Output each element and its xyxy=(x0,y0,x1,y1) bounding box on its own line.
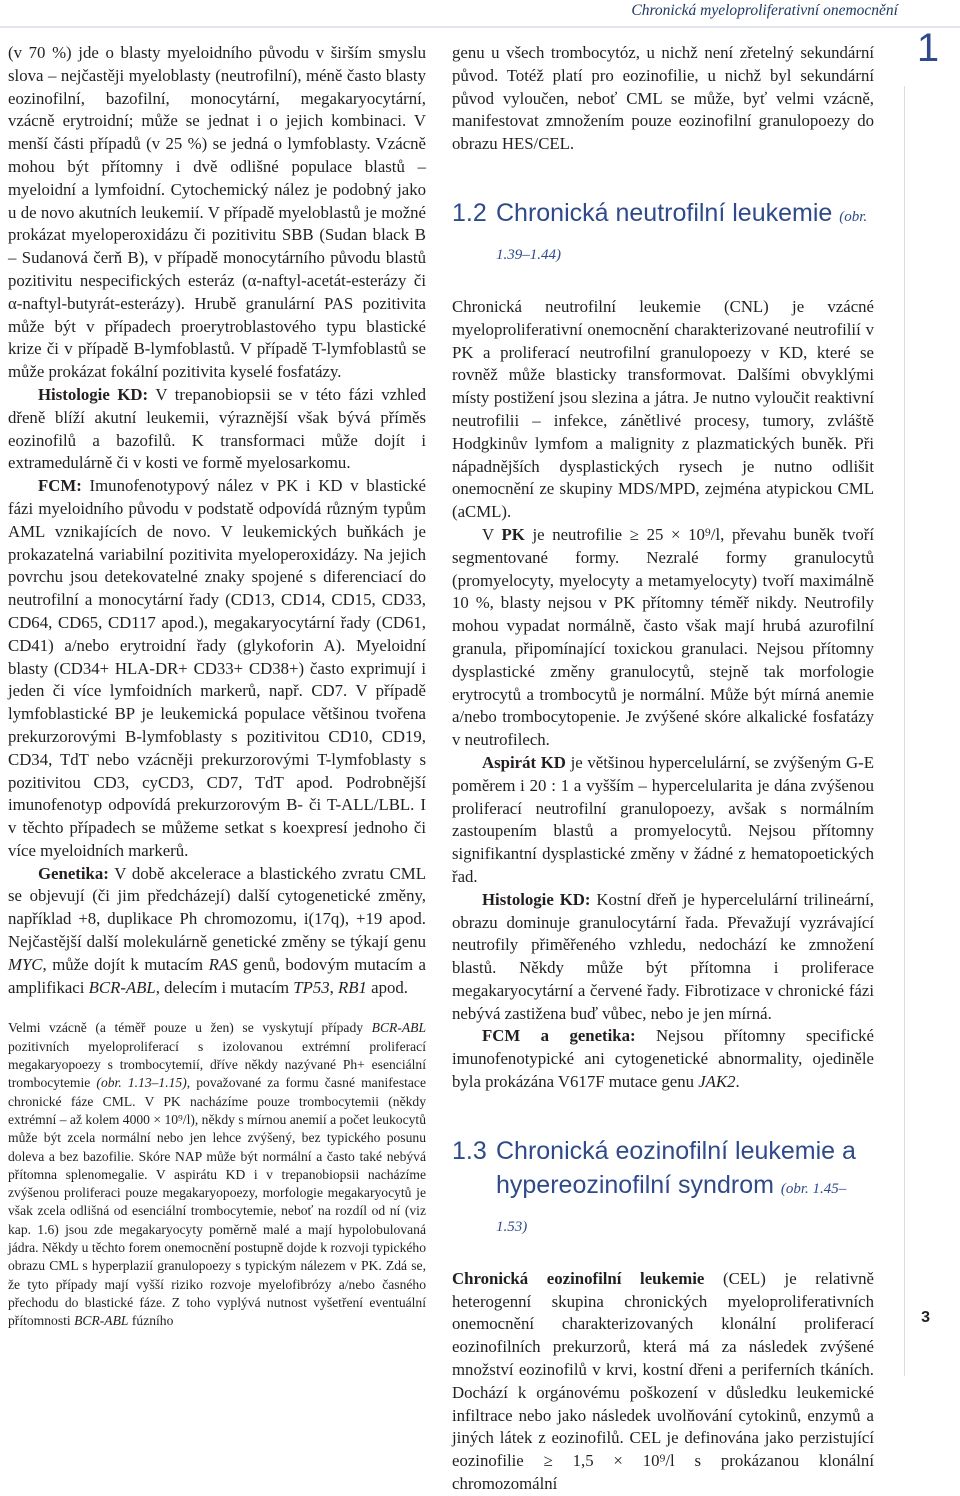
histologie-label: Histologie KD: xyxy=(38,384,149,404)
left-column xyxy=(8,42,426,1331)
paragraph-histologie-cnl: Histologie KD: Kostní dřeň je hypercelulární trilineární, obrazu dominuje granulocytární řada. Převažují vyzrávající neutrofily přiměřeného vzhledu, nedochází ke zmnožení blastů. Někdy může být přítomna i proliferace megakaryocytární a červené řady. Fibrotizace v chronické fázi nebývá zastižena buď vůbec, nebo je jen mírná. xyxy=(452,889,874,1023)
side-rule xyxy=(904,86,905,1376)
section-heading-1-2: 1.2 Chronická neutrofilní leukemie (obr. 1.39–1.44) xyxy=(452,198,868,263)
paragraph-fcm: FCM: Imunofenotypový nález v PK i KD v blastické fázi myeloidního původu v podstatě odpovídá různým typům AML vznikajících de novo. V leukemických buňkách je prokazatelná variabilní pozitivita myeloperoxidázy. Na jejich povrchu jsou detekovatelné znaky spojené s diferenciací do neutrofilní a monocytární řady (CD13, CD14, CD15, CD33, CD64, CD65, CD117 apod.), megakaryocytární řady (CD61, CD41) a/nebo erytroidní řady (glykoforin A). Myeloidní blasty (CD34+ HLA-DR+ CD33+ CD38+) často exprimují i jeden či více lymfoidních markerů, např. CD7. V případě lymfoblastické BP je leukemická populace většinou tvořena prekurzorovými B-lymfoblasty s pozitivitou CD10, CD19, CD34, TdT nebo vzácněji prekurzorovými T-lymfoblasty s pozitivitou CD3, cyCD3, CD7, TdT apod. Podrobnější imunofenotyp odpovídá prekurzorovým B- či T-ALL/LBL. I v těchto případech se můžeme setkat s koexpresí jednoho či více myeloidních markerů. xyxy=(8,476,426,860)
running-title: Chronická myeloproliferativní onemocnění xyxy=(631,2,898,19)
header-rule xyxy=(0,26,960,28)
paragraph-genetika: Genetika: V době akcelerace a blastického zvratu CML se objevují (či jim předcházejí) další cytogenetické změny, například +8, duplikace Ph chromozomu, i(17q), +19 apod. Nejčastější další molekulárně genetické změny se týkají genu MYC, může dojít k mutacím RAS genů, bodovým mutacím a amplifikaci BCR-ABL, delecím i mutacím TP53, RB1 apod. xyxy=(8,863,426,997)
paragraph-blastic-cytology: (v 70 %) jde o blasty myeloidního původu v širším smyslu slova – nejčastěji myeloblasty (neutrofilní), méně často blasty eozinofilní, bazofilní, monocytární, megakaryocytární, vzácně erytroidní; může se jednat i o jejich kombinaci. V menší části případů (v 25 %) se jedná o lymfoblasty. Vzácně mohou být přítomny i dvě odlišné populace blastů – myeloidní a lymfoidní. Cytochemický nález je podobný jako u de novo akutních leukemií. V případě myeloblastů je možné prokázat myeloperoxidázu či pozitivitu SBB (Sudan black B – Sudanová čerň B), v případě monocytárního původu blastů pozitivitu nespecifických esteráz (α-naftyl-acetát-esterázy či α-naftyl-butyrát-esterázy). Hrubě granulární PAS pozitivita může být v případech proerytroblastového typu blastické krize či v případě B-lymfoblastů. V případě T-lymfoblastů se může prokázat fokální pozitivita kyselé fosfatázy. xyxy=(8,43,426,382)
paragraph-aspirat: Aspirát KD je většinou hypercelulární, se zvýšeným G-E poměrem i 20 : 1 a vyšším – hypercelularita je dána zvýšenou proliferací neutrofilní granulopoezy, avšak s normálním zastoupením blastů a promyelocytů. Nejsou přítomny signifikantní dysplastické změny v žádné z hematopoetických řad. xyxy=(452,752,874,886)
section-heading-1-3: 1.3 Chronická eozinofilní leukemie a hypereozinofilní syndrom (obr. 1.45–1.53) xyxy=(452,1136,856,1235)
paragraph-continuation: genu u všech trombocytóz, u nichž není zřetelný sekundární původ. Totéž platí pro eozinofilie, u nichž byl sekundární původ vyloučen, neboť CML se může, byť velmi vzácně, manifestovat zmnožením pouze eozinofilní granulopoezy do obrazu HES/CEL. xyxy=(452,43,874,154)
fcm-label: FCM: xyxy=(38,476,82,496)
paragraph-cnl-intro: Chronická neutrofilní leukemie (CNL) je vzácné myeloproliferativní onemocnění charakterizované neutrofilií v PK a proliferací neutrofilní granulopoezy v KD, které se rovněž může blasticky transformovat. Dalšími obvyklými místy postižení jsou slezina a játra. Je nutno vyloučit reaktivní neutrofilii – infekce, zánětlivé procesy, tumory, zvláště Hodgkinův lymfom a malignity z plazmatických buněk. Při nápadnějších dysplastických rysech je nutno odlišit onemocnění ze skupiny MDS/MPD, zejména atypickou CML (aCML). xyxy=(452,296,874,522)
genetika-label: Genetika: xyxy=(38,863,109,883)
right-column xyxy=(452,42,874,1496)
page-number: 3 xyxy=(921,1309,930,1326)
paragraph-histologie: Histologie KD: V trepanobiopsii se v této fázi vzhled dřeně blíží akutní leukemii, výraznější však bývá příměs eozinofilů a bazofilů. K transformaci může dojít i extramedulárně či v kosti ve formě myelosarkomu. xyxy=(8,384,426,473)
chapter-number: 1 xyxy=(916,26,940,70)
paragraph-cel: Chronická eozinofilní leukemie (CEL) je relativně heterogenní skupina chronických myeloproliferativních onemocnění charakterizovaných klonální proliferací eozinofilních prekurzorů, která má za následek zvýšené množství eozinofilů v krvi, kostní dřeni a periferních tkáních. Dochází k orgánovému poškození v důsledku leukemické infiltrace nebo jako následek uvolňování cytokinů, enzymů a jiných látek z eozinofilů. CEL je definována jako perzistující eozinofilie ≥ 1,5 × 10⁹/l s prokázanou klonální chromozomální xyxy=(452,1268,874,1494)
small-note: Velmi vzácně (a téměř pouze u žen) se vyskytují případy BCR-ABL pozitivních myeloproliferací s izolovanou extrémní proliferací megakaryopoezy s trombocytemií, dříve někdy nazývané Ph+ esenciální trombocytemie (obr. 1.13–1.15), považované za formu časné manifestace chronické fáze CML. V PK nacházíme pouze trombocytemii (někdy extrémní – až kolem 4000 × 10⁹/l), někdy s mírnou anemií a počet leukocytů může být zcela normální nebo jen lehce zvýšený, bez typického posunu doleva a bez bazofilie. Skóre NAP může být normální a často také nebývá přítomna splenomegalie. V aspirátu KD i v trepanobiopsii nacházíme zvýšenou proliferaci pouze megakaryopoezy, morfologie megakaryocytů je však zcela odlišná od esenciální trombocytemie, neboť na rozdíl od ní (viz kap. 1.6) jsou zde megakaryocyty poměrně malé a mají hypolobulovaná jádra. Někdy u těchto forem onemocnění postupně dojde k rozvoji typického obrazu CML s hyperplazií granulopoezy s typickým nálezem v PK. Zdá se, že tyto případy mají vyšší riziko rozvoje myelofibrózy a/nebo časného přechodu do blastické fáze. Z toho vyplývá nutnost vyšetření eventuální přítomnosti BCR-ABL fúzního xyxy=(8,1020,427,1329)
paragraph-cnl-pk: V PK je neutrofilie ≥ 25 × 10⁹/l, převahu buněk tvoří segmentované formy. Nezralé formy granulocytů (promyelocyty, myelocyty a metamyelocyty) tvoří maximálně 10 %, blasty nejsou v PK přítomny téměř nikdy. Neutrofily mohou vypadat normálně, často však mají hrubá azurofilní granula, připomínající toxickou granulaci. Nejsou přítomny dysplastické změny granulocytů, stejně tak morfologie erytrocytů a trombocytů je normální. Může být mírná anemie a/nebo trombocytopenie. Je zvýšené skóre alkalické fosfatázy v neutrofilech. xyxy=(452,524,874,750)
paragraph-fcm-genetika: FCM a genetika: Nejsou přítomny specifické imunofenotypické ani cytogenetické abnormality, ojediněle byla prokázána V617F mutace genu JAK2. xyxy=(452,1026,874,1092)
